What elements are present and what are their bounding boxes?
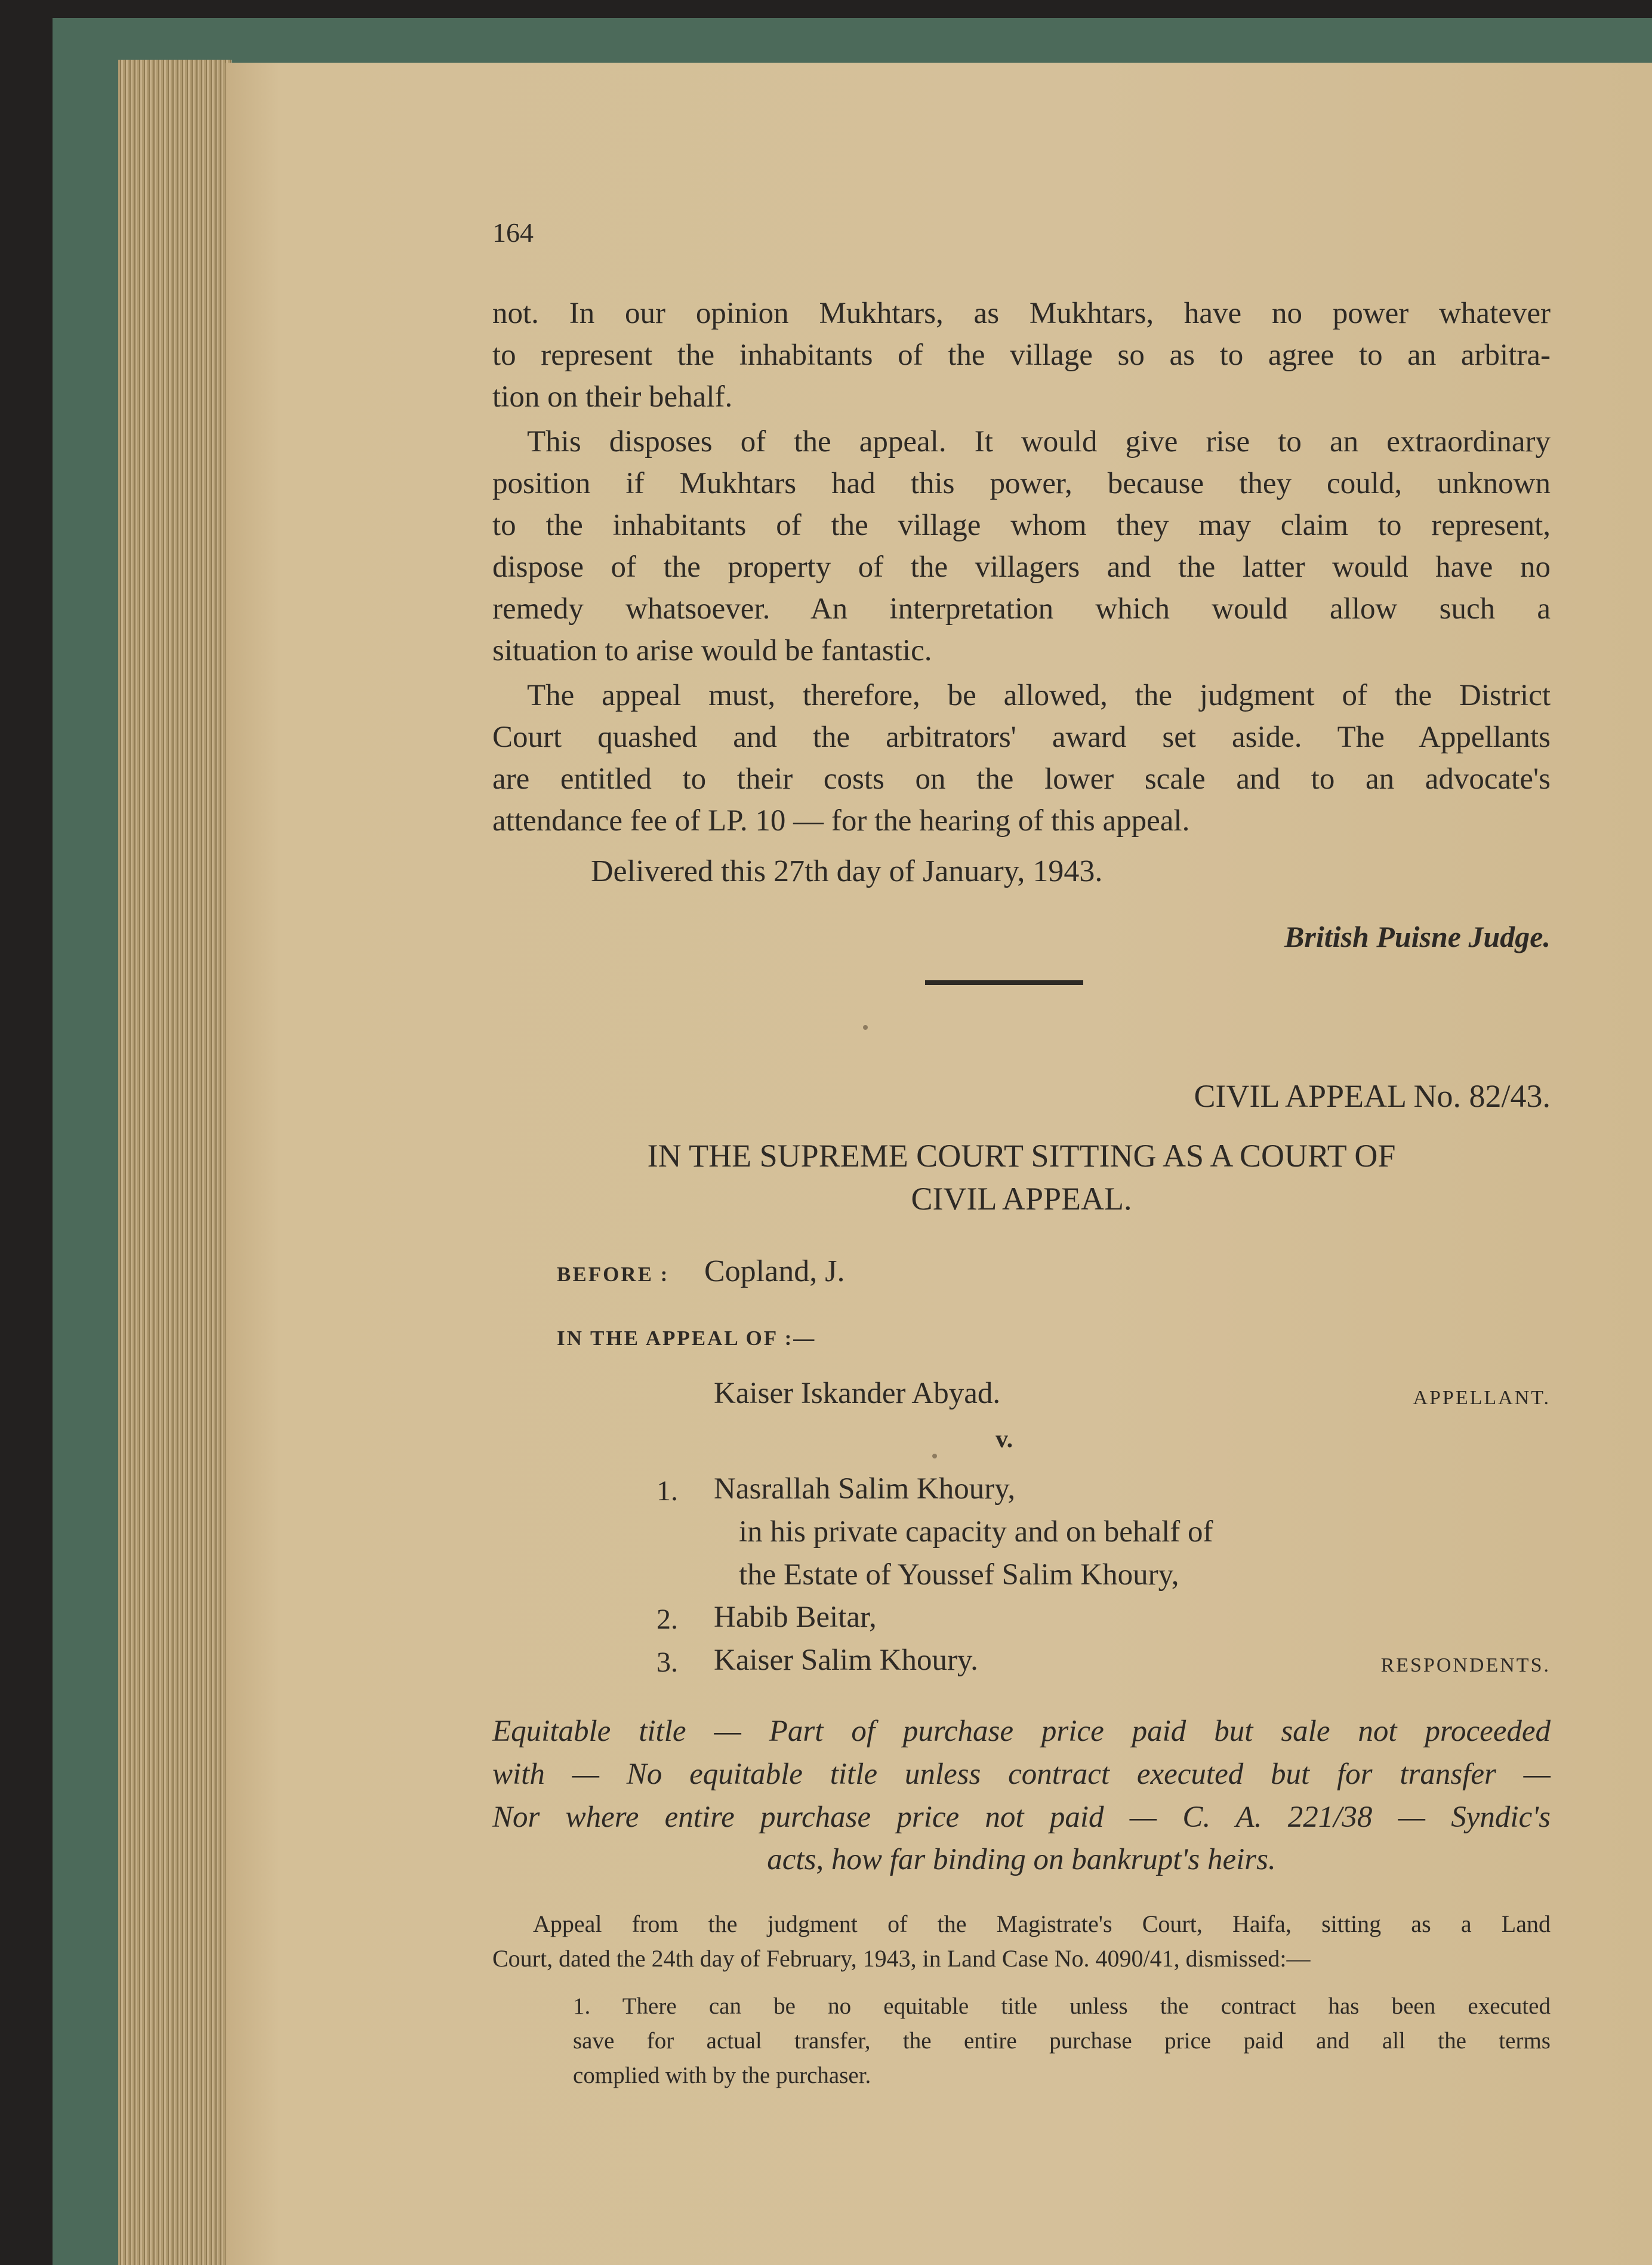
respondent-detail: in his private capacity and on behalf of: [739, 1515, 1213, 1549]
appellant-role: APPELLANT.: [1413, 1387, 1551, 1409]
body-line: tion on their behalf.: [492, 380, 733, 414]
appeal-from-line: Court, dated the 24th day of February, 1943, in Land Case No. 4090/41, dismissed:—: [492, 1945, 1311, 1972]
headnote-line: with — No equitable title unless contract executed but for transfer —: [492, 1758, 1551, 1791]
holding-line: save for actual transfer, the entire purchase price paid and all the terms: [573, 2028, 1551, 2054]
appellant-name: Kaiser Iskander Abyad.: [714, 1377, 1001, 1410]
body-line: remedy whatsoever. An interpretation which would allow such a: [492, 592, 1551, 626]
body-line: situation to arise would be fantastic.: [492, 634, 932, 667]
case-number: CIVIL APPEAL No. 82/43.: [1194, 1078, 1551, 1114]
judge-signature: British Puisne Judge.: [1284, 920, 1551, 953]
delivered-line: Delivered this 27th day of January, 1943.: [591, 854, 1103, 888]
body-line: The appeal must, therefore, be allowed, the judgment of the District: [527, 679, 1551, 712]
body-line: position if Mukhtars had this power, because they could, unknown: [492, 467, 1551, 500]
headnote-line: acts, how far binding on bankrupt's heirs.: [767, 1843, 1276, 1876]
court-heading: IN THE SUPREME COURT SITTING AS A COURT OF: [647, 1138, 1396, 1174]
paper-blemish: [932, 1454, 937, 1458]
respondent-number: 1.: [657, 1475, 678, 1507]
body-line: to represent the inhabitants of the village so as to agree to an arbitra-: [492, 338, 1551, 372]
before-label: BEFORE :: [557, 1263, 670, 1286]
respondents-role: RESPONDENTS.: [1380, 1654, 1551, 1676]
body-line: are entitled to their costs on the lower scale and to an advocate's: [492, 762, 1551, 796]
respondent-number: 2.: [657, 1604, 678, 1635]
body-line: not. In our opinion Mukhtars, as Mukhtars, have no power whatever: [492, 297, 1551, 330]
respondent-name: Nasrallah Salim Khoury,: [714, 1472, 1016, 1506]
page-edges: [118, 60, 232, 2265]
respondent-detail: the Estate of Youssef Salim Khoury,: [739, 1558, 1179, 1592]
body-line: dispose of the property of the villagers and the latter would have no: [492, 550, 1551, 584]
headnote-line: Equitable title — Part of purchase price paid but sale not proceeded: [492, 1715, 1551, 1748]
headnote-line: Nor where entire purchase price not paid — C. A. 221/38 — Syndic's: [492, 1801, 1551, 1834]
respondent-name: Kaiser Salim Khoury.: [714, 1644, 978, 1677]
body-line: attendance fee of LP. 10 — for the hearing of this appeal.: [492, 804, 1190, 838]
appeal-from-line: Appeal from the judgment of the Magistrate's Court, Haifa, sitting as a Land: [533, 1910, 1551, 1937]
appeal-of-label: IN THE APPEAL OF :—: [557, 1327, 816, 1350]
paper-blemish: [863, 1025, 868, 1030]
court-heading: CIVIL APPEAL.: [911, 1181, 1132, 1217]
respondent-name: Habib Beitar,: [714, 1601, 877, 1634]
section-divider: [925, 980, 1083, 985]
holding-line: 1. There can be no equitable title unless the contract has been executed: [573, 1993, 1551, 2019]
respondent-number: 3.: [657, 1647, 678, 1678]
body-line: Court quashed and the arbitrators' award set aside. The Appellants: [492, 721, 1551, 754]
body-line: This disposes of the appeal. It would give rise to an extraordinary: [527, 425, 1551, 458]
before-judge: Copland, J.: [704, 1254, 845, 1288]
page-number: 164: [492, 217, 534, 248]
holding-line: complied with by the purchaser.: [573, 2063, 871, 2088]
body-line: to the inhabitants of the village whom they may claim to represent,: [492, 509, 1551, 542]
book-page: [226, 63, 1652, 2265]
versus: v.: [995, 1426, 1013, 1453]
